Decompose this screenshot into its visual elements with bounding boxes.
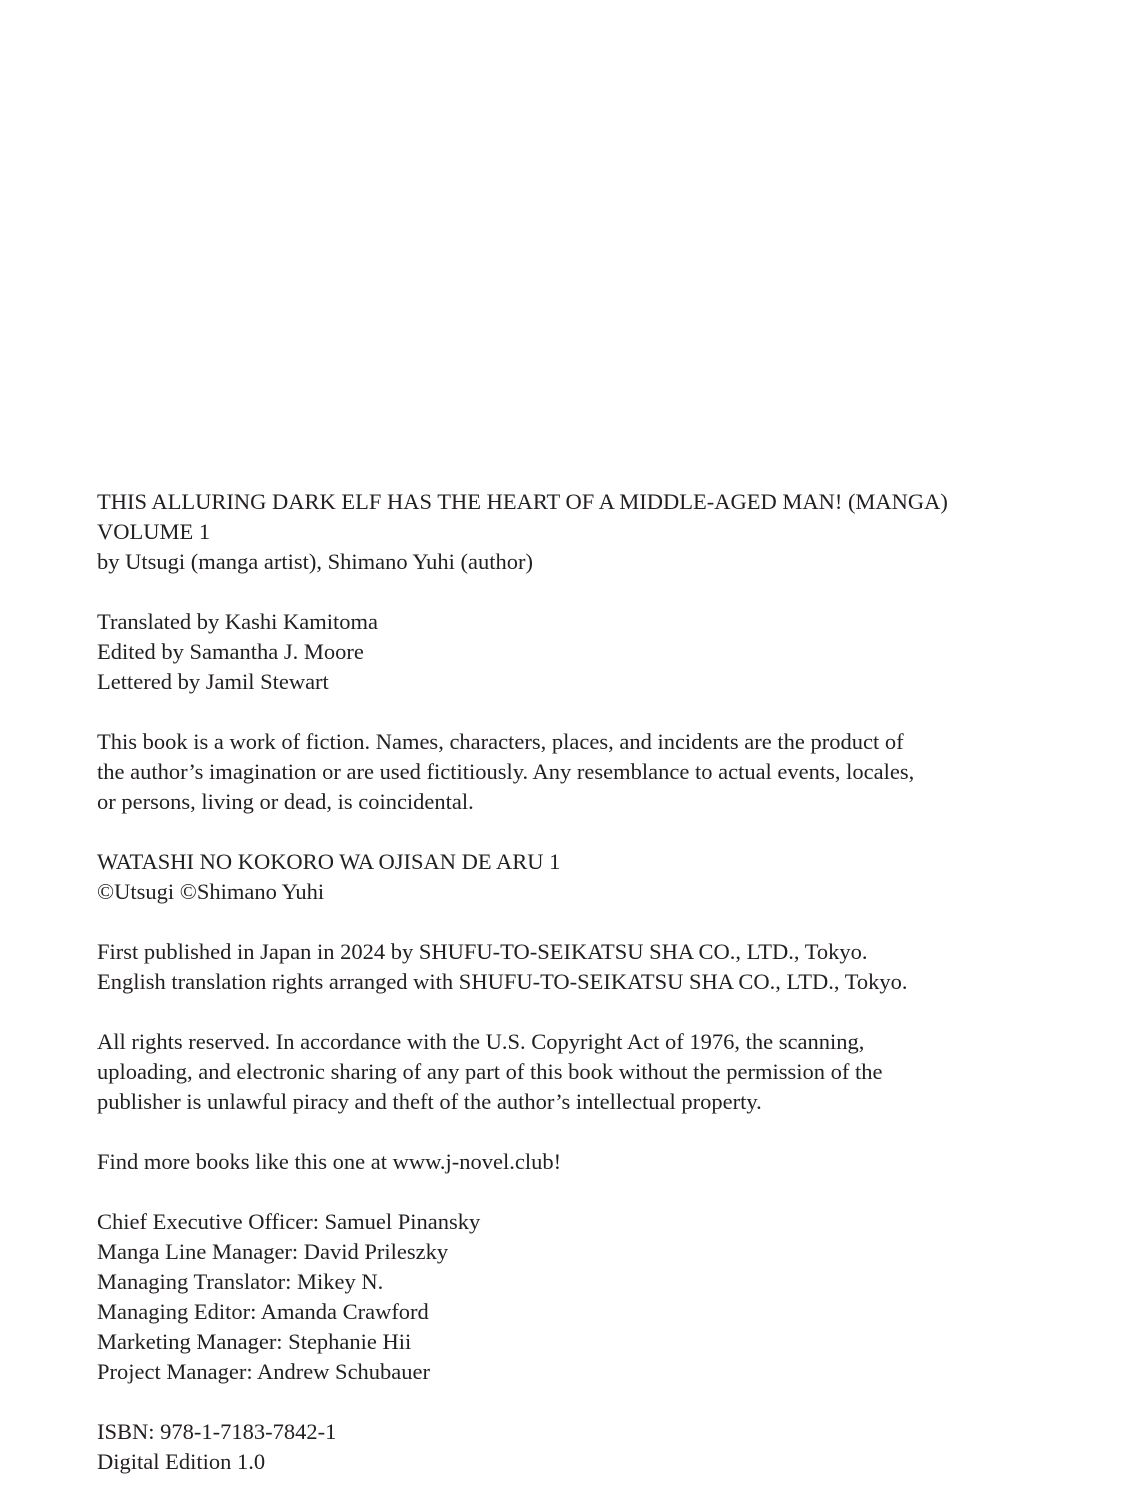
promo-block — [97, 1147, 1097, 1177]
editor-credit: Edited by Samantha J. Moore — [97, 639, 364, 664]
translator-credit: Translated by Kashi Kamitoma — [97, 609, 379, 634]
staff-line: Marketing Manager: Stephanie Hii — [97, 1329, 412, 1354]
fiction-notice-line: This book is a work of fiction. Names, characters, places, and incidents are the product of — [97, 729, 904, 754]
staff-line: Project Manager: Andrew Schubauer — [97, 1359, 431, 1384]
staff-line: Managing Editor: Amanda Crawford — [97, 1299, 429, 1324]
publication-line: First published in Japan in 2024 by SHUFU-TO-SEIKATSU SHA CO., LTD., Tokyo. — [97, 939, 868, 964]
publication-line: English translation rights arranged with SHUFU-TO-SEIKATSU SHA CO., LTD., Tokyo. — [97, 969, 908, 994]
original-title-block — [97, 847, 1097, 907]
rights-line: uploading, and electronic sharing of any part of this book without the permission of the — [97, 1059, 883, 1084]
fiction-notice-line: the author’s imagination or are used fictitiously. Any resemblance to actual events, locales, — [97, 759, 915, 784]
credits-block — [97, 607, 1097, 697]
isbn: ISBN: 978-1-7183-7842-1 — [97, 1419, 337, 1444]
original-copyright: ©Utsugi ©Shimano Yuhi — [97, 879, 325, 904]
staff-line: Chief Executive Officer: Samuel Pinansky — [97, 1209, 481, 1234]
staff-line: Managing Translator: Mikey N. — [97, 1269, 384, 1294]
promo-line: Find more books like this one at www.j-novel.club! — [97, 1149, 562, 1174]
fiction-notice-line: or persons, living or dead, is coincidental. — [97, 789, 474, 814]
copyright-page — [97, 487, 1097, 1507]
byline: by Utsugi (manga artist), Shimano Yuhi (author) — [97, 549, 533, 574]
staff-block — [97, 1207, 1097, 1387]
staff-line: Manga Line Manager: David Prileszky — [97, 1239, 449, 1264]
volume-number: VOLUME 1 — [97, 519, 211, 544]
rights-block — [97, 1027, 1097, 1117]
original-title: WATASHI NO KOKORO WA OJISAN DE ARU 1 — [97, 849, 561, 874]
edition-block — [97, 1417, 1097, 1477]
publication-block — [97, 937, 1097, 997]
letterer-credit: Lettered by Jamil Stewart — [97, 669, 329, 694]
rights-line: All rights reserved. In accordance with the U.S. Copyright Act of 1976, the scanning, — [97, 1029, 865, 1054]
rights-line: publisher is unlawful piracy and theft of the author’s intellectual property. — [97, 1089, 762, 1114]
edition-version: Digital Edition 1.0 — [97, 1449, 266, 1474]
title-block — [97, 487, 1097, 577]
fiction-notice — [97, 727, 1097, 817]
book-title: THIS ALLURING DARK ELF HAS THE HEART OF A MIDDLE-AGED MAN! (MANGA) — [97, 489, 948, 514]
